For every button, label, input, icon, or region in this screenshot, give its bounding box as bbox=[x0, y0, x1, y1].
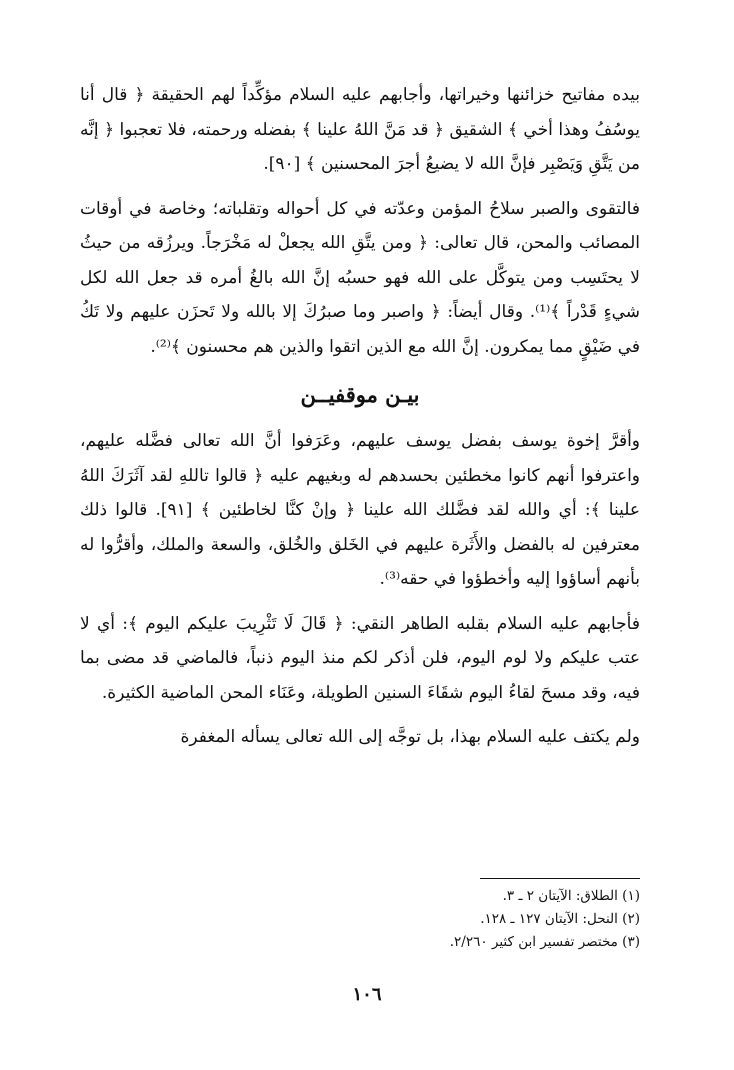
paragraph-3: وأقرَّ إخوة يوسف بفضل يوسف عليهم، وعَرَفوا أنَّ الله تعالى فضَّله عليهم، واعترفوا أنهم كانوا مخطئين بحسدهم له وبغيهم عليه ﴿ قالوا تاللهِ لقد آثَرَكَ اللهُ علينا ﴾: أي والله لقد فضَّلك الله علينا ﴿ وإنْ كنَّا لخاطئين ﴾ [٩١]. قالوا ذلك معترفين له بالفضل والأَثَرة عليهم في الخَلق والخُلق، والسعة والملك، وأقرُّوا له بأنهم أساؤوا إليه وأخطؤوا في حقه⁽³⁾. bbox=[80, 431, 640, 589]
page-number: ١٠٦ bbox=[352, 984, 382, 1005]
footnote-divider bbox=[480, 878, 640, 879]
footnotes bbox=[80, 878, 640, 954]
footnote-2: (٢) النحل: الآيتان ١٢٧ ـ ١٢٨. bbox=[480, 911, 640, 927]
paragraph-4: فأجابهم عليه السلام بقلبه الطاهر النقي: ﴿ قَالَ لَا تَثْرِيبَ عليكم اليوم ﴾: أي لا عتب عليكم ولا لوم اليوم، فلن أذكر لكم منذ اليوم ذنباً، فالماضي قد مضى بما فيه، وقد مسحَ لقاءُ اليوم شقَاءَ السنين الطويلة، وعَنَاء المحن الماضية الكثيرة. bbox=[80, 613, 640, 703]
section-heading: بيـن موقفيــن bbox=[300, 382, 420, 407]
paragraph-1: بيده مفاتيح خزائنها وخيراتها، وأجابهم عليه السلام مؤكِّداً لهم الحقيقة ﴿ قال أنا يوسُفُ وهذا أخي ﴾ الشقيق ﴿ قد مَنَّ اللهُ علينا ﴾ بفضله ورحمته، فلا تعجبوا ﴿ إنَّه من يَتَّقِ وَيَصْبِر فإنَّ الله لا يضيعُ أجرَ المحسنين ﴾ [٩٠]. bbox=[80, 85, 640, 174]
footnote-1: (١) الطلاق: الآيتان ٢ ـ ٣. bbox=[502, 888, 640, 904]
paragraph-2: فالتقوى والصبر سلاحُ المؤمن وعدّته في كل أحواله وتقلباته؛ وخاصة في أوقات المصائب والمحن، قال تعالى: ﴿ ومن يتَّقِ الله يجعلْ له مَخْرَجاً. ويرزُقه من حيثُ لا يحتَسِب ومن يتوكَّل على الله فهو حسبُه إنَّ الله بالغُ أمره قد جعل الله لكل شيءٍ قَدْراً ﴾⁽¹⁾. وقال أيضاً: ﴿ واصبر وما صبرُكَ إلا بالله ولا تَحزَن عليهم ولا تَكُ في ضَيْقٍ مما يمكرون. إنَّ الله مع الذين اتقوا والذين هم محسنون ﴾⁽²⁾. bbox=[80, 198, 640, 357]
paragraph-5: ولم يكتف عليه السلام بهذا، بل توجَّه إلى الله تعالى يسأله المغفرة bbox=[180, 727, 640, 747]
footnote-3: (٣) مختصر تفسير ابن كثير ٢/٢٦٠. bbox=[449, 934, 640, 950]
main-text bbox=[80, 78, 640, 755]
